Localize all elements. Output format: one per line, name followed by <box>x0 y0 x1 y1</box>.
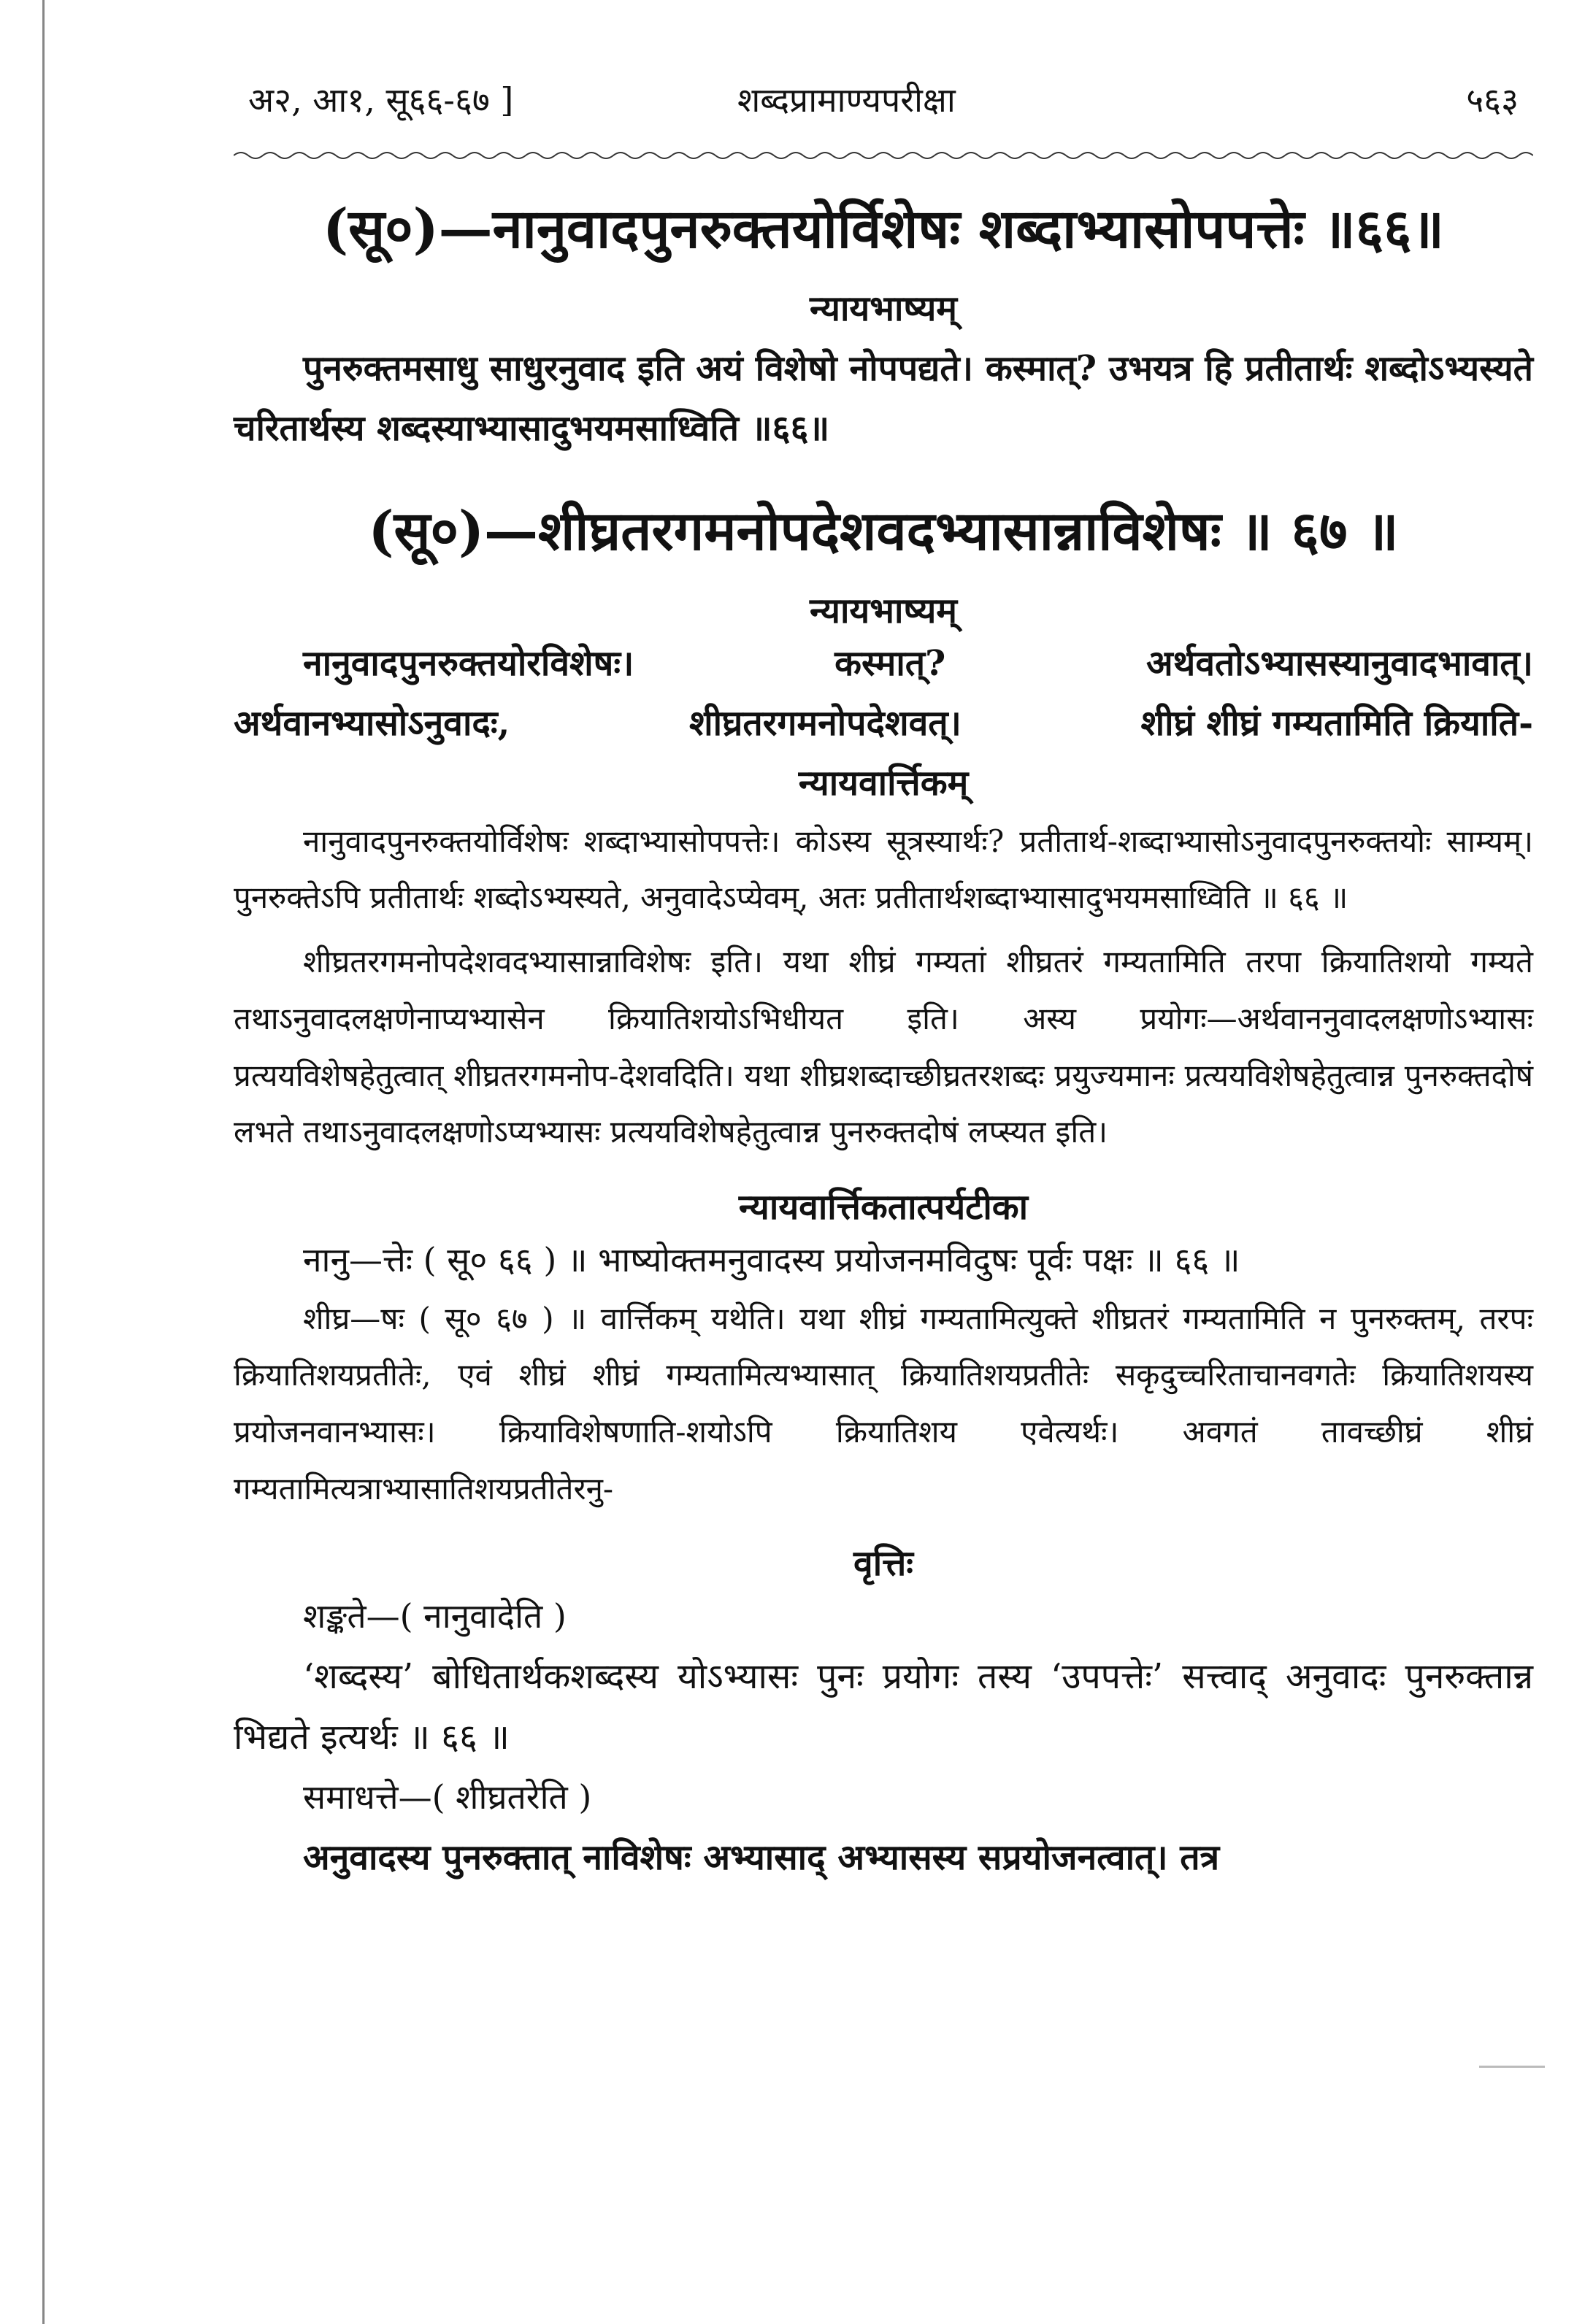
text-segment: अर्थवतोऽभ्यासस्यानुवादभावात्। <box>1146 642 1533 684</box>
page-edge-line <box>42 0 45 2324</box>
sutra-67: (सू०)—शीघ्रतरगमनोपदेशवदभ्यासान्नाविशेषः ॥ ६७ ॥ <box>368 499 1399 563</box>
bhashya-67-line <box>234 634 1533 694</box>
vritti-67: अनुवादस्य पुनरुक्तात् नाविशेषः अभ्यासाद् अभ्यासस्य सप्रयोजनत्वात्। तत्र <box>303 1837 1220 1879</box>
vartika-66: नानुवादपुनरुक्तयोर्विशेषः शब्दाभ्यासोपपत्तेः। कोऽस्य सूत्रस्यार्थः? प्रतीतार्थ-शब्दाभ्यासोऽनुवादपुनरुक्तयोः साम्यम्। पुनरुक्तेऽपि प्रतीतार्थः शब्दोऽभ्यस्यते, अनुवादेऽप्येवम्, अतः प्रतीतार्थशब्दाभ्यासादुभयमसाध्विति ॥ ६६ ॥ <box>234 823 1533 916</box>
scan-mark <box>1479 2066 1545 2068</box>
tika-67: शीघ्र—षः ( सू० ६७ ) ॥ वार्त्तिकम् यथेति। यथा शीघ्रं गम्यतामित्युक्ते शीघ्रतरं गम्यतामिति न पुनरुक्तम्, तरपः क्रियातिशयप्रतीतेः, एवं शीघ्रं शीघ्रं गम्यतामित्यभ्यासात् क्रियातिशयप्रतीतेः सकृदुच्चरिताचानवगतेः क्रियातिशयस्य प्रयोजनवानभ्यासः। क्रियाविशेषणाति-शयोऽपि क्रियातिशय एवेत्यर्थः। अवगतं तावच्छीघ्रं शीघ्रं गम्यतामित्यत्राभ्यासातिशयप्रतीतेरनु- <box>234 1300 1533 1507</box>
vritti-samadhana: समाधत्ते—( शीघ्रतरेति ) <box>303 1777 592 1817</box>
text-segment: नानुवादपुनरुक्तयोरविशेषः। <box>303 642 634 684</box>
header-chapter-ref: अ२, आ१, सू६६-६७ ] <box>248 80 514 120</box>
text-segment: अर्थवानभ्यासोऽनुवादः, <box>234 703 510 744</box>
vritti-heading: वृत्तिः <box>853 1543 913 1585</box>
bhashya-66: पुनरुक्तमसाधु साधुरनुवाद इति अयं विशेषो नोपपद्यते। कस्मात्? उभयत्र हि प्रतीतार्थः शब्दोऽभ्यस्यते चरितार्थस्य शब्दस्याभ्यासादुभयमसाध्विति ॥६६॥ <box>234 347 1533 450</box>
header-wavy-rule <box>234 147 1533 164</box>
text-segment: शीघ्रतरगमनोपदेशवत्। <box>688 703 962 744</box>
running-header <box>234 69 1533 135</box>
page-number: ५६३ <box>1466 80 1519 120</box>
vritti-66: ‘शब्दस्य’ बोधितार्थकशब्दस्य योऽभ्यासः पुनः प्रयोगः तस्य ‘उपपत्तेः’ सत्त्वाद् अनुवादः पुनरुक्तान्न भिद्यते इत्यर्थः ॥ ६६ ॥ <box>234 1656 1533 1758</box>
vritti-shanka: शङ्कते—( नानुवादेति ) <box>303 1596 567 1636</box>
tika-heading: न्यायवार्त्तिकतात्पर्यटीका <box>738 1186 1029 1228</box>
text-segment: शीघ्रं शीघ्रं गम्यतामिति क्रियाति- <box>1140 703 1533 744</box>
bhashya-67-line <box>234 693 1533 754</box>
page-content <box>234 69 1533 1888</box>
sutra-66: (सू०)—नानुवादपुनरुक्तयोर्विशेषः शब्दाभ्यासोपपत्तेः ॥६६॥ <box>323 198 1444 261</box>
vartika-67: शीघ्रतरगमनोपदेशवदभ्यासान्नाविशेषः इति। यथा शीघ्रं गम्यतां शीघ्रतरं गम्यतामिति तरपा क्रियातिशयो गम्यते तथाऽनुवादलक्षणेनाप्यभ्यासेन क्रियातिशयोऽभिधीयत इति। अस्य प्रयोगः—अर्थवाननुवादलक्षणोऽभ्यासः प्रत्ययविशेषहेतुत्वात् शीघ्रतरगमनोप-देशवदिति। यथा शीघ्रशब्दाच्छीघ्रतरशब्दः प्रयुज्यमानः प्रत्ययविशेषहेतुत्वान्न पुनरुक्तदोषं लभते तथाऽनुवादलक्षणोऽप्यभ्यासः प्रत्ययविशेषहेतुत्वान्न पुनरुक्तदोषं लप्स्यत इति। <box>234 944 1533 1150</box>
nyayabhashya-heading: न्यायभाष्यम् <box>809 288 958 329</box>
tika-66: नानु—त्तेः ( सू० ६६ ) ॥ भाष्योक्तमनुवादस्य प्रयोजनमविदुषः पूर्वः पक्षः ॥ ६६ ॥ <box>303 1239 1240 1280</box>
header-title: शब्दप्रामाण्यपरीक्षा <box>737 80 956 120</box>
nyayavartika-heading: न्यायवार्त्तिकम् <box>798 762 969 804</box>
text-segment: कस्मात्? <box>834 642 946 684</box>
nyayabhashya-heading: न्यायभाष्यम् <box>809 590 958 631</box>
